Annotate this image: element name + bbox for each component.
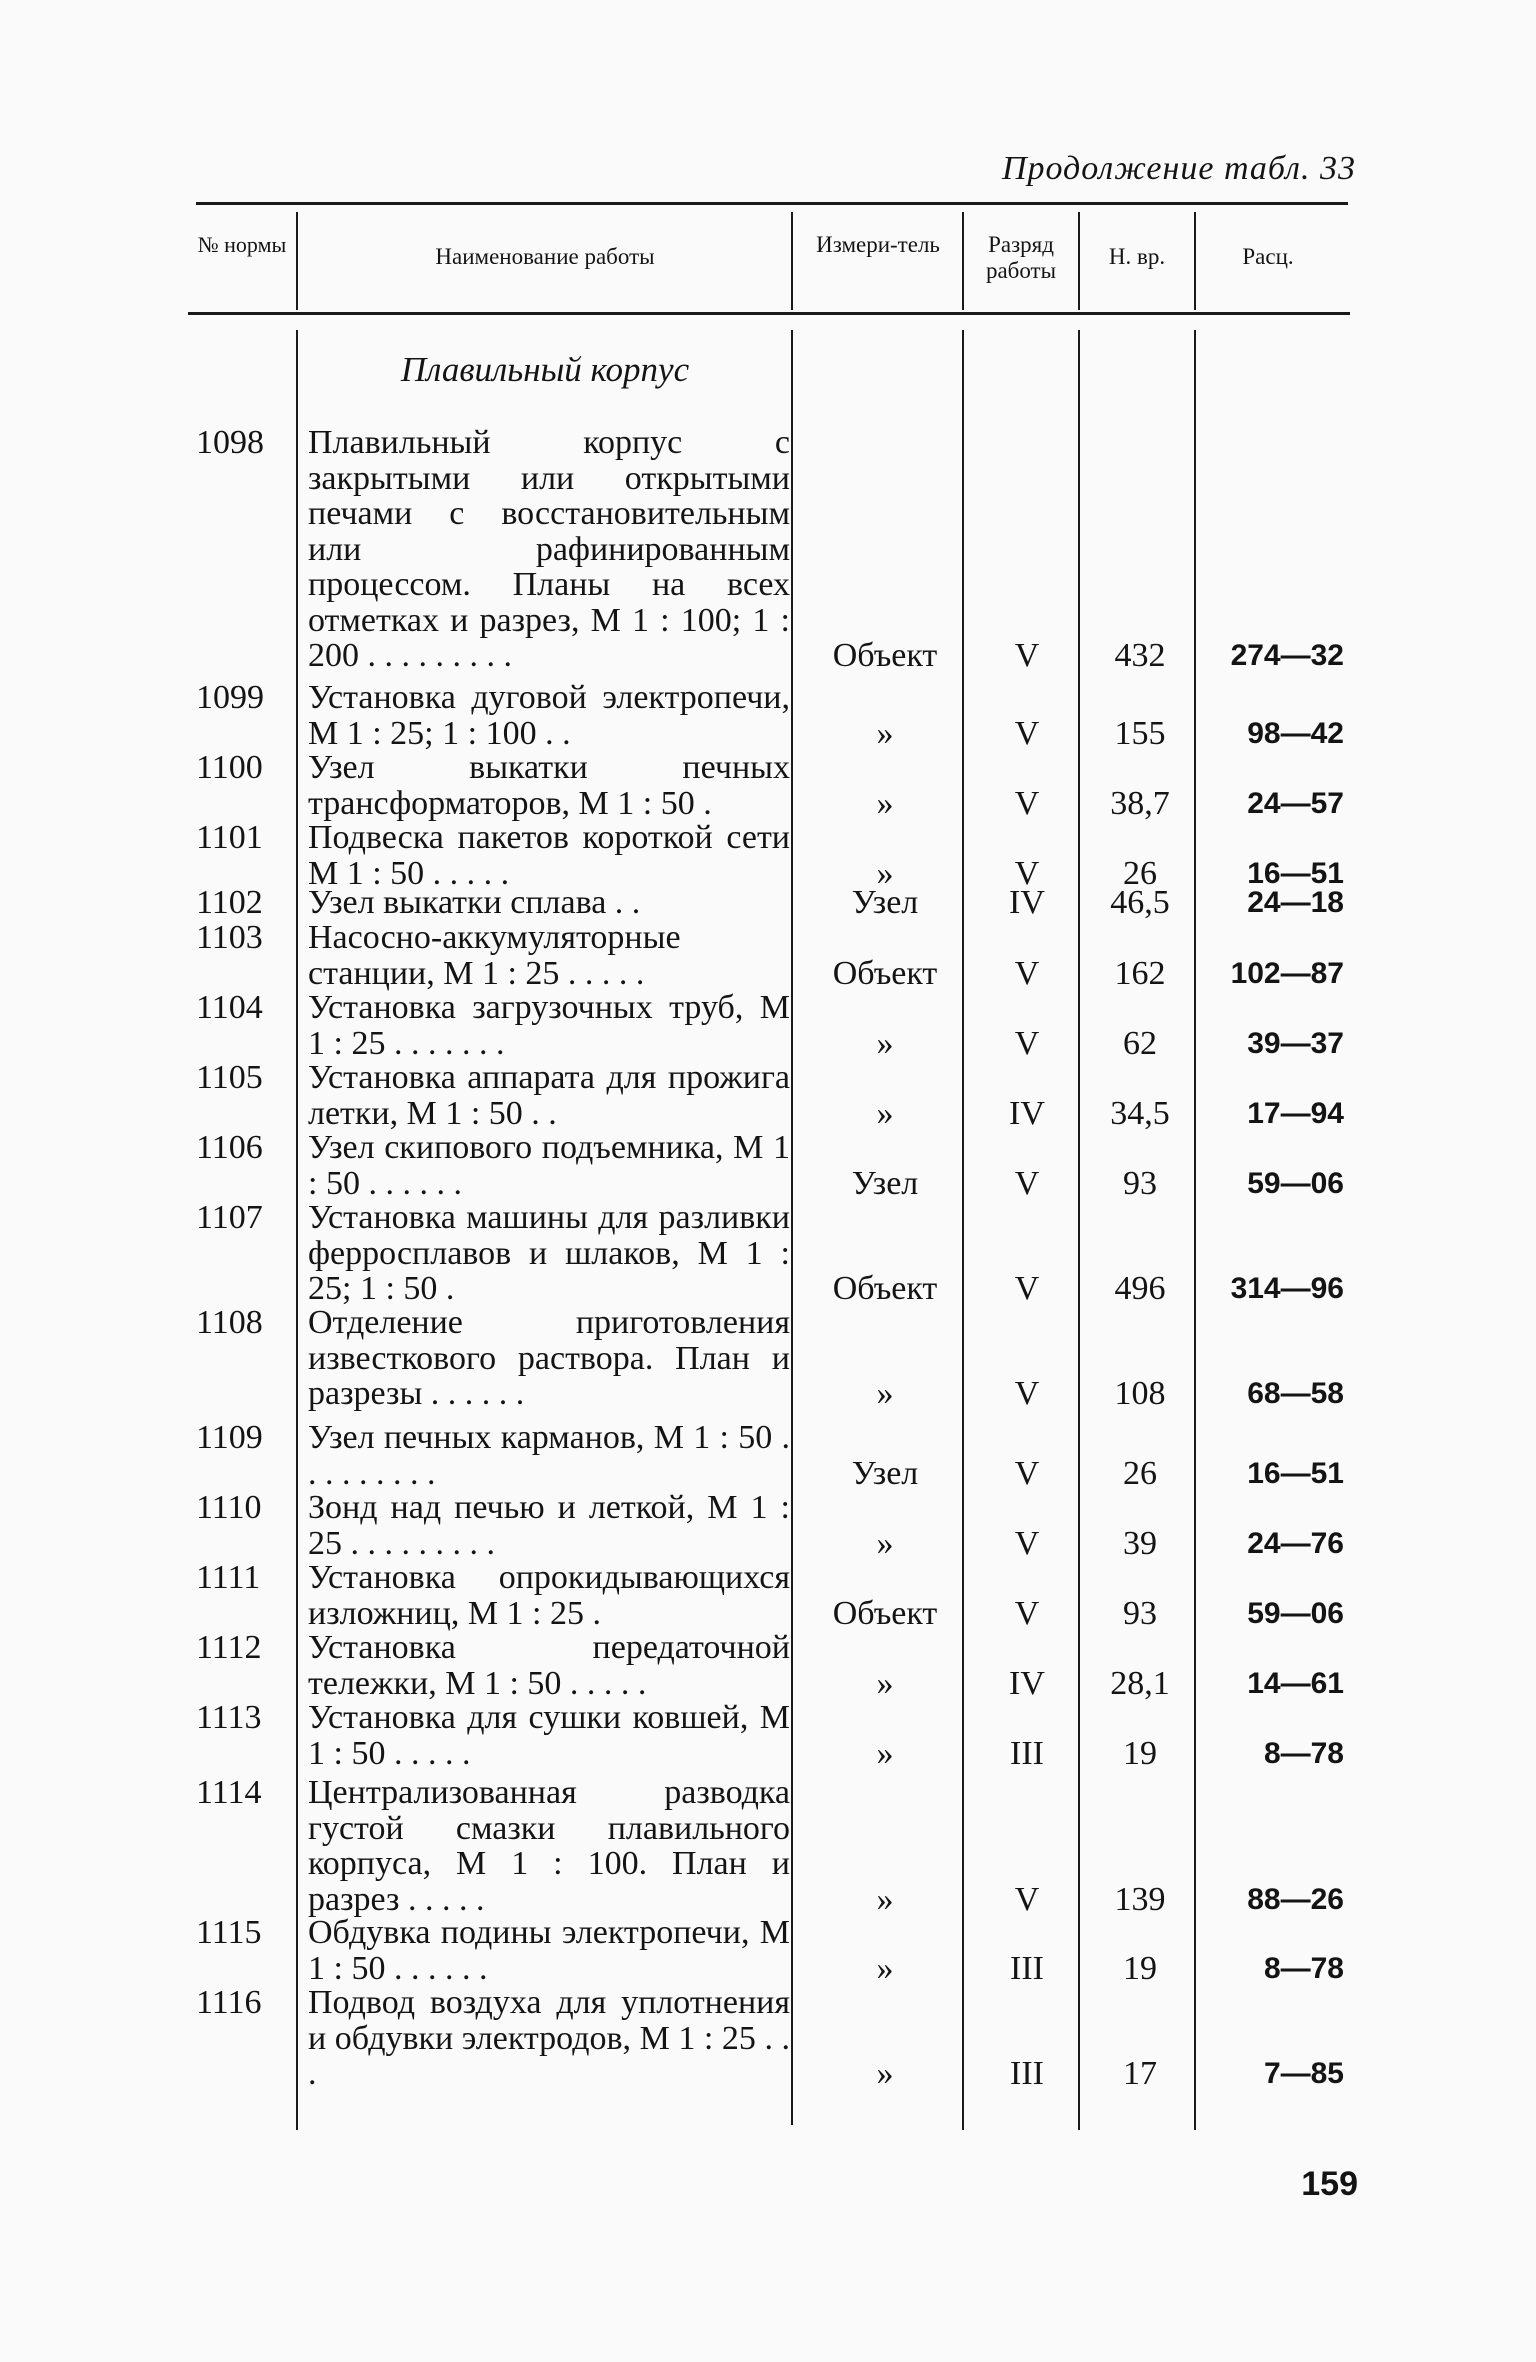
unit-of-measure: »: [876, 1024, 894, 1062]
header-separator: [1194, 212, 1196, 310]
unit-of-measure: »: [876, 1375, 894, 1412]
unit-of-measure: Объект: [832, 637, 938, 674]
work-name: Установка аппарата для прожига летки, М 1 : 50 . .: [308, 1059, 790, 1132]
work-grade: V: [1014, 1164, 1040, 1202]
price-rate: 68—58: [1247, 1377, 1344, 1410]
work-grade: IV: [1009, 884, 1045, 921]
price-rate: 14—61: [1247, 1666, 1344, 1700]
norm-number: 1114: [196, 1774, 262, 1811]
work-grade: IV: [1009, 1094, 1045, 1132]
price-rate: 274—32: [1230, 639, 1344, 672]
table-continuation-caption: Продолжение табл. 33: [1001, 150, 1356, 187]
price-rate: 24—76: [1247, 1526, 1344, 1560]
time-norm: 39: [1123, 1524, 1157, 1562]
unit-of-measure: Узел: [851, 1164, 919, 1202]
work-name: Установка опрокидывающихся изложниц, М 1 : 25 .: [308, 1559, 790, 1632]
work-grade: V: [1014, 1270, 1040, 1307]
norm-number: 1112: [196, 1629, 262, 1666]
page-number: 159: [1301, 2165, 1358, 2203]
body-separator: [962, 330, 964, 2130]
norm-number: 1107: [196, 1199, 263, 1236]
time-norm: 155: [1114, 714, 1166, 752]
work-grade: V: [1014, 784, 1040, 822]
header-grade: Разряд работы: [985, 232, 1057, 283]
work-name: Узел скипового подъемника, М 1 : 50 . . . . . .: [308, 1129, 790, 1202]
table-top-rule: [196, 202, 1348, 205]
work-name: Установка дуговой электропечи, М 1 : 25; 1 : 100 . .: [308, 679, 790, 752]
norm-number: 1098: [196, 424, 264, 461]
header-separator: [1078, 212, 1080, 310]
norm-number: 1110: [196, 1489, 262, 1526]
work-name: Установка загрузочных труб, М 1 : 25 . . . . . . .: [308, 989, 790, 1062]
work-grade: IV: [1009, 1664, 1045, 1702]
work-name: Централизованная разводка густой смазки плавильного корпуса, М 1 : 100. План и разрез . . . . .: [308, 1774, 790, 1918]
norm-number: 1104: [196, 989, 263, 1026]
work-grade: V: [1014, 637, 1040, 674]
time-norm: 46,5: [1110, 884, 1170, 921]
price-rate: 8—78: [1263, 1736, 1344, 1770]
norm-number: 1115: [196, 1914, 262, 1951]
work-grade: V: [1014, 1454, 1040, 1492]
price-rate: 59—06: [1247, 1166, 1344, 1200]
work-name: Подвеска пакетов короткой сети М 1 : 50 . . . . .: [308, 819, 790, 892]
unit-of-measure: Объект: [832, 1594, 938, 1632]
time-norm: 26: [1123, 1454, 1157, 1492]
work-name: Узел печных карманов, М 1 : 50 . . . . . . . . .: [308, 1419, 790, 1492]
time-norm: 28,1: [1110, 1664, 1170, 1702]
work-grade: V: [1014, 1880, 1040, 1918]
price-rate: 24—57: [1247, 786, 1344, 820]
body-separator: [1194, 330, 1196, 2130]
work-grade: III: [1010, 1734, 1044, 1772]
price-rate: 102—87: [1230, 956, 1344, 990]
work-name: Плавильный корпус с закрытыми или открытыми печами с восстановительным или рафинированным процессом. Планы на всех отметках и разрез, М 1 : 100; 1 : 200 . . . . . . . . .: [308, 424, 790, 674]
work-name: Обдувка подины электропечи, М 1 : 50 . . . . . .: [308, 1914, 790, 1987]
header-separator: [296, 212, 298, 310]
work-name: Узел выкатки сплава . .: [308, 884, 641, 921]
price-rate: 39—37: [1247, 1026, 1344, 1060]
unit-of-measure: »: [876, 1949, 894, 1987]
unit-of-measure: Объект: [832, 1270, 938, 1307]
price-rate: 314—96: [1230, 1272, 1344, 1305]
time-norm: 26: [1123, 854, 1157, 892]
unit-of-measure: »: [876, 1734, 894, 1772]
unit-of-measure: Узел: [851, 1454, 919, 1492]
body-separator: [791, 330, 793, 2125]
body-separator: [296, 330, 298, 2130]
norm-number: 1111: [196, 1559, 261, 1596]
time-norm: 93: [1123, 1164, 1157, 1202]
time-norm: 496: [1114, 1270, 1166, 1307]
price-rate: 88—26: [1247, 1882, 1344, 1916]
norm-number: 1103: [196, 919, 263, 956]
unit-of-measure: »: [876, 1094, 894, 1132]
price-rate: 8—78: [1263, 1951, 1344, 1985]
time-norm: 432: [1114, 637, 1166, 674]
price-rate: 16—51: [1247, 1456, 1344, 1490]
norm-number: 1102: [196, 884, 263, 921]
work-name: Узел выкатки печных трансформаторов, М 1 : 50 .: [308, 749, 790, 822]
norm-number: 1113: [196, 1699, 262, 1736]
work-grade: V: [1014, 1594, 1040, 1632]
unit-of-measure: »: [876, 854, 894, 892]
time-norm: 108: [1114, 1375, 1166, 1412]
unit-of-measure: »: [876, 1524, 894, 1562]
norm-number: 1116: [196, 1984, 262, 2021]
header-time: Н. вр.: [1108, 244, 1166, 269]
header-separator: [962, 212, 964, 310]
unit-of-measure: »: [876, 784, 894, 822]
time-norm: 19: [1123, 1949, 1157, 1987]
work-grade: III: [1010, 1949, 1044, 1987]
unit-of-measure: »: [876, 1880, 894, 1918]
header-bottom-rule: [188, 312, 1350, 315]
header-price: Расц.: [1242, 244, 1294, 269]
time-norm: 17: [1123, 2055, 1157, 2092]
work-grade: V: [1014, 714, 1040, 752]
norm-number: 1106: [196, 1129, 263, 1166]
work-grade: III: [1010, 2055, 1044, 2092]
norm-number: 1109: [196, 1419, 263, 1456]
work-name: Зонд над печью и леткой, М 1 : 25 . . . . . . . . .: [308, 1489, 790, 1562]
price-rate: 16—51: [1247, 856, 1344, 890]
price-rate: 98—42: [1247, 716, 1344, 750]
time-norm: 162: [1114, 954, 1166, 992]
norm-number: 1105: [196, 1059, 263, 1096]
norm-number: 1099: [196, 679, 264, 716]
work-grade: V: [1014, 1375, 1040, 1412]
body-separator: [1078, 330, 1080, 2130]
price-rate: 17—94: [1247, 1096, 1344, 1130]
header-meas: Измери-тель: [816, 232, 940, 257]
time-norm: 38,7: [1110, 784, 1170, 822]
work-grade: V: [1014, 954, 1040, 992]
time-norm: 62: [1123, 1024, 1157, 1062]
work-name: Установка для сушки ковшей, М 1 : 50 . . . . .: [308, 1699, 790, 1772]
unit-of-measure: »: [876, 1664, 894, 1702]
time-norm: 139: [1114, 1880, 1166, 1918]
norm-number: 1108: [196, 1304, 263, 1341]
unit-of-measure: Объект: [832, 954, 938, 992]
unit-of-measure: »: [876, 714, 894, 752]
work-name: Насосно-аккумуляторные станции, М 1 : 25 . . . . .: [308, 919, 681, 992]
work-name: Подвод воздуха для уплотнения и обдувки электродов, М 1 : 25 . . .: [308, 1984, 790, 2092]
work-name: Установка машины для разливки ферросплавов и шлаков, М 1 : 25; 1 : 50 .: [308, 1199, 790, 1307]
price-rate: 7—85: [1263, 2057, 1344, 2090]
unit-of-measure: »: [876, 2055, 894, 2092]
time-norm: 93: [1123, 1594, 1157, 1632]
work-grade: V: [1014, 854, 1040, 892]
work-grade: V: [1014, 1524, 1040, 1562]
time-norm: 19: [1123, 1734, 1157, 1772]
work-name: Установка передаточной тележки, М 1 : 50 . . . . .: [308, 1629, 790, 1702]
norm-number: 1100: [196, 749, 263, 786]
price-rate: 24—18: [1247, 886, 1344, 919]
work-grade: V: [1014, 1024, 1040, 1062]
header-name: Наименование работы: [435, 244, 655, 269]
norm-number: 1101: [196, 819, 263, 856]
time-norm: 34,5: [1110, 1094, 1170, 1132]
section-title: Плавильный корпус: [400, 350, 690, 389]
price-rate: 59—06: [1247, 1596, 1344, 1630]
work-name: Отделение приготовления известкового раствора. План и разрезы . . . . . .: [308, 1304, 790, 1412]
unit-of-measure: Узел: [851, 884, 919, 921]
header-num: № нормы: [197, 232, 287, 257]
header-separator: [791, 212, 793, 310]
